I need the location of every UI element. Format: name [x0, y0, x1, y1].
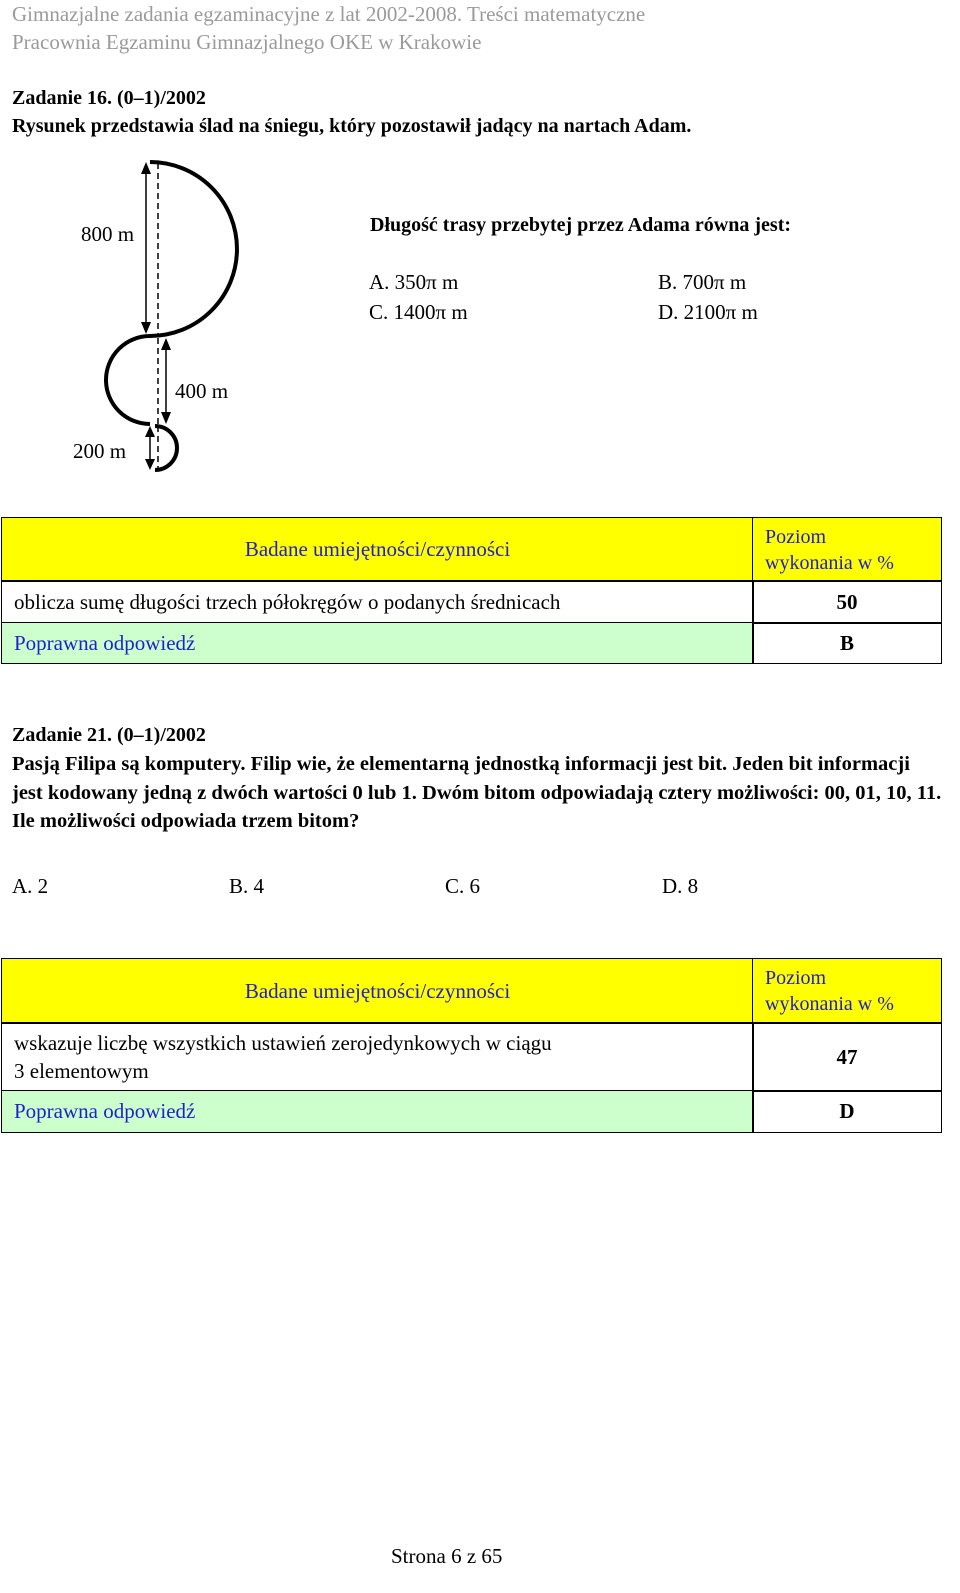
level-cell: [752, 580, 942, 624]
ski-track-diagram: [0, 0, 960, 480]
header-subtitle: Pracownia Egzaminu Gimnazjalnego OKE w Krakowie: [12, 30, 482, 54]
level-header-line2: wykonania w %: [765, 993, 894, 1015]
task16-option-c: C. 1400π m: [369, 300, 468, 324]
answer-label: Poprawna odpowiedź: [14, 630, 196, 655]
label-200: 200 m: [73, 439, 127, 463]
task21-title: Zadanie 21. (0–1)/2002: [12, 724, 206, 746]
level-header-line1: Poziom: [765, 526, 827, 548]
level-value: 50: [836, 589, 858, 614]
skills-header-cell: [1, 517, 754, 582]
skill-text-line2: 3 elementowym: [14, 1059, 149, 1083]
task16-option-d: D. 2100π m: [658, 300, 758, 324]
task21-option-a: A. 2: [12, 874, 49, 898]
task21-option-d: D. 8: [662, 874, 699, 898]
level-value: 47: [836, 1044, 858, 1069]
semicircle-400: [106, 336, 150, 424]
level-header-cell: [752, 517, 942, 582]
skills-header: Badane umiejętności/czynności: [244, 537, 511, 561]
answer-label-cell: [1, 622, 754, 664]
semicircle-800: [150, 162, 237, 336]
level-cell: [752, 1022, 942, 1092]
task16-option-b: B. 700π m: [658, 270, 747, 294]
task16-option-a: A. 350π m: [369, 270, 459, 294]
skill-text-line1: wskazuje liczbę wszystkich ustawień zerojedynkowych w ciągu: [14, 1031, 552, 1055]
task21-text: Pasją Filipa są komputery. Filip wie, że elementarną jednostką informacji jest bit. Jeden bit informacji jest kodowany jedną z dwóch wartości 0 lub 1. Dwóm bitom odpowiadają cztery możliwości: 00, 01, 10, 11. Ile możliwości odpowiada trzem bitom?: [12, 753, 942, 832]
task21-option-b: B. 4: [229, 874, 265, 898]
level-header-line1: Poziom: [765, 967, 827, 989]
label-800: 800 m: [81, 222, 135, 246]
task21-option-c: C. 6: [445, 874, 481, 898]
answer-label-cell: [1, 1090, 754, 1133]
answer-value: D: [839, 1099, 855, 1123]
skills-header: Badane umiejętności/czynności: [244, 978, 511, 1003]
level-header-line2: wykonania w %: [765, 552, 894, 574]
level-header-cell: [752, 958, 942, 1024]
label-400: 400 m: [175, 379, 229, 403]
page-number: Strona 6 z 65: [391, 1544, 503, 1568]
header-title: Gimnazjalne zadania egzaminacyjne z lat 2002-2008. Treści matematyczne: [12, 2, 646, 26]
task16-title: Zadanie 16. (0–1)/2002: [12, 87, 206, 109]
task16-question: Długość trasy przebytej przez Adama równa jest:: [370, 214, 792, 236]
answer-value: B: [839, 630, 854, 655]
answer-label: Poprawna odpowiedź: [14, 1099, 196, 1123]
skill-text: oblicza sumę długości trzech półokręgów o podanych średnicach: [14, 589, 561, 614]
skills-header-cell: [1, 958, 754, 1024]
answer-cell: [752, 622, 942, 664]
task16-intro: Rysunek przedstawia ślad na śniegu, który pozostawił jadący na nartach Adam.: [12, 115, 692, 137]
skill-cell: [1, 1022, 754, 1092]
answer-cell: [752, 1090, 942, 1133]
skill-cell: [1, 580, 754, 624]
